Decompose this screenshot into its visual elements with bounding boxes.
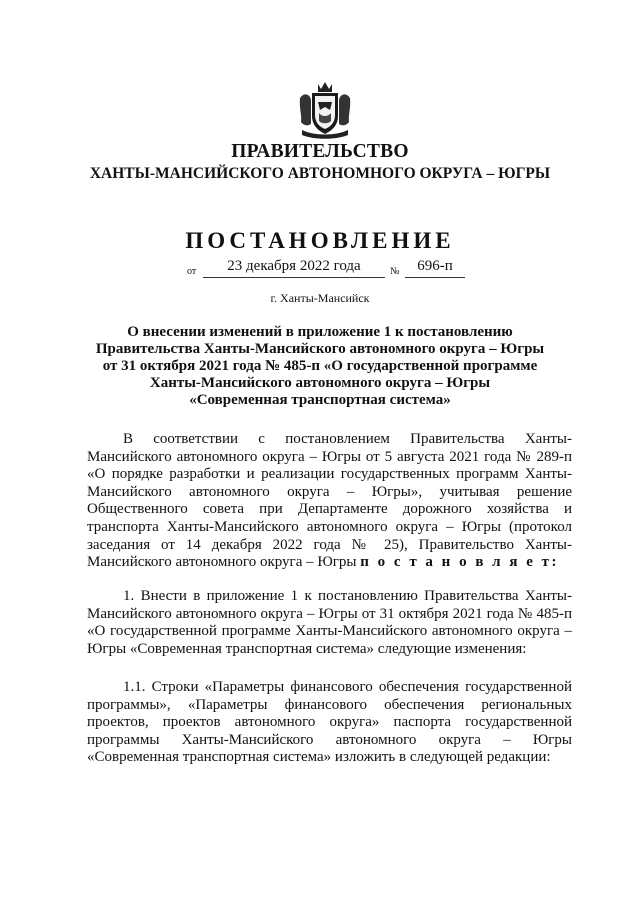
preamble-verb: п о с т а н о в л я е т: xyxy=(360,554,559,571)
subject-line: от 31 октября 2021 года № 485-п «О государственной программе xyxy=(102,358,538,374)
subject-line: Правительства Ханты-Мансийского автономного округа – Югры xyxy=(95,341,545,357)
document-date: 23 декабря 2022 года xyxy=(203,258,385,278)
document-subject xyxy=(80,324,560,409)
city-label: г. Ханты-Мансийск xyxy=(270,291,370,305)
subject-line: О внесении изменений в приложение 1 к постановлению xyxy=(127,324,513,340)
subject-line: Ханты-Мансийского автономного округа – Югры xyxy=(149,375,491,391)
coat-of-arms-icon xyxy=(296,80,354,140)
number-prefix-label: № xyxy=(390,266,400,277)
item-1-1-paragraph: 1.1. Строки «Параметры финансового обеспечения государственной программы», «Параметры финансового обеспечения региональных проектов, проектов автономного округа» паспорта государственной программы Ханты-Мансийского автономного округа – Югры «Современная транспортная система» изложить в следующей редакции: xyxy=(87,679,572,766)
date-number-row xyxy=(0,258,640,282)
organization-title: ПРАВИТЕЛЬСТВО xyxy=(231,141,409,162)
preamble-text: В соответствии с постановлением Правительства Ханты-Мансийского автономного округа – Югры от 5 августа 2021 года № 289-п «О порядке разработки и реализации государственных программ Ханты-Мансийского автономного округа – Югры», учитывая решение Общественного совета при Департаменте дорожного хозяйства и транспорта Ханты-Мансийского автономного округа – Югры (протокол заседания от 14 декабря 2022 года № 25), Правительство Ханты-Мансийского автономного округа – Югры xyxy=(87,431,572,571)
preamble-paragraph xyxy=(87,431,572,572)
organization-subtitle: ХАНТЫ-МАНСИЙСКОГО АВТОНОМНОГО ОКРУГА – ЮГРЫ xyxy=(89,165,551,182)
subject-line: «Современная транспортная система» xyxy=(189,392,451,408)
document-type-heading: ПОСТАНОВЛЕНИЕ xyxy=(185,228,455,253)
date-prefix-label: от xyxy=(187,266,197,277)
item-1-paragraph: 1. Внести в приложение 1 к постановлению Правительства Ханты-Мансийского автономного округа – Югры от 31 октября 2021 года № 485-п «О государственной программе Ханты-Мансийского автономного округа – Югры «Современная транспортная система» следующие изменения: xyxy=(87,588,572,657)
document-number: 696-п xyxy=(405,258,465,278)
